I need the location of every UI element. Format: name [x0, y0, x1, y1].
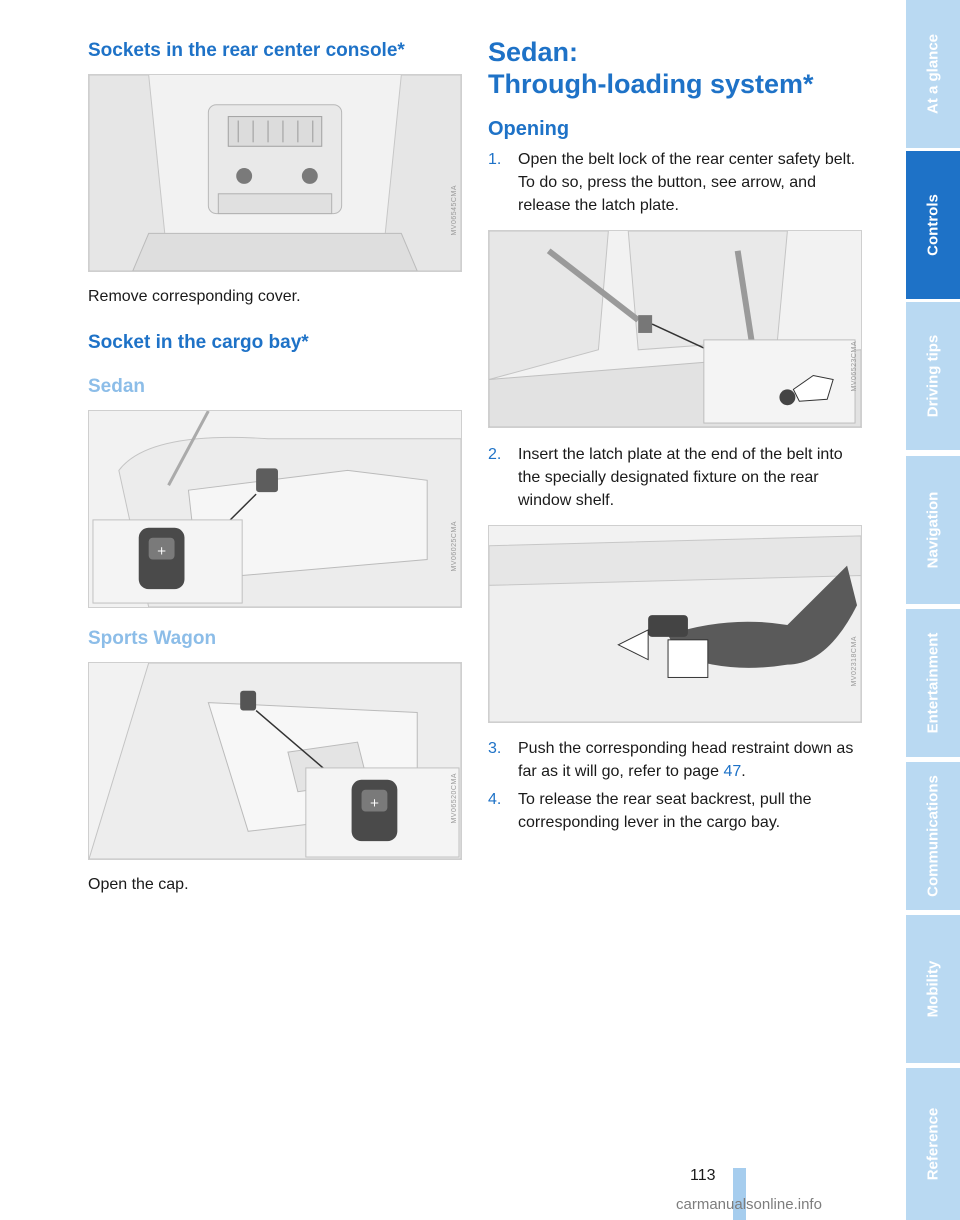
step-text-part: Push the corresponding head restraint down as far as it will go, refer to page: [518, 740, 854, 780]
tab-label: Communications: [924, 775, 942, 897]
page-number: 113: [690, 1167, 716, 1184]
step-text: Insert the latch plate at the end of the belt into the specially designated fixture on the rear window shelf.: [518, 446, 843, 509]
subheading-opening: Opening: [488, 118, 570, 140]
step-item: [488, 737, 868, 783]
svg-text:+: +: [156, 543, 167, 558]
tab-at-a-glance[interactable]: [906, 0, 960, 151]
tab-reference[interactable]: [906, 1068, 960, 1220]
tab-label: Driving tips: [924, 334, 942, 418]
step-number: 3.: [488, 740, 502, 757]
figure-code: MV02318CMA: [851, 636, 858, 687]
tab-navigation[interactable]: [906, 456, 960, 607]
tab-label: Controls: [924, 194, 942, 256]
tab-label: Reference: [924, 1107, 942, 1181]
step-text-part: .: [741, 763, 746, 780]
watermark: carmanualsonline.info: [676, 1196, 822, 1213]
heading-line-1: Sedan:: [488, 37, 579, 67]
page-reference-link[interactable]: 47: [723, 763, 742, 780]
tab-controls[interactable]: [906, 151, 960, 302]
subheading-sports-wagon: Sports Wagon: [88, 628, 217, 649]
tab-label: Navigation: [924, 491, 942, 569]
figure-code: MV06523CMA: [851, 341, 858, 392]
step-text: [518, 737, 868, 783]
step-number: 4.: [488, 791, 502, 808]
tab-entertainment[interactable]: [906, 609, 960, 760]
section-heading-cargo-socket: Socket in the cargo bay*: [88, 332, 309, 353]
tab-communications[interactable]: [906, 762, 960, 913]
figure-code: MV06520CMA: [451, 773, 458, 824]
belt-lock-illustration: [488, 230, 862, 428]
tab-label: Entertainment: [924, 632, 942, 734]
tab-label: Mobility: [924, 960, 942, 1018]
step-text: Open the belt lock of the rear center safety belt. To do so, press the button, see arrow, and release the latch plate.: [518, 151, 856, 214]
section-heading-rear-console-sockets: Sockets in the rear center console*: [88, 40, 405, 61]
step-item: [488, 148, 868, 217]
instruction-remove-cover: Remove corresponding cover.: [88, 288, 301, 305]
step-text: To release the rear seat backrest, pull the corresponding lever in the cargo bay.: [518, 791, 812, 831]
tab-driving-tips[interactable]: [906, 302, 960, 453]
step-item: [488, 788, 868, 834]
section-heading-through-loading: [488, 36, 814, 100]
step-number: 1.: [488, 151, 502, 168]
tab-label: At a glance: [924, 33, 942, 115]
step-item: [488, 443, 868, 512]
svg-text:+: +: [369, 795, 380, 810]
rear-window-shelf-illustration: [488, 525, 862, 723]
tab-mobility[interactable]: [906, 915, 960, 1066]
figure-code: MV06025CMA: [451, 521, 458, 572]
wagon-cargo-socket-illustration: [88, 662, 462, 860]
chapter-tabs: [906, 0, 960, 1220]
subheading-sedan: Sedan: [88, 376, 146, 397]
sedan-cargo-socket-illustration: [88, 410, 462, 608]
figure-code: MV06545CMA: [451, 185, 458, 236]
instruction-open-cap: Open the cap.: [88, 876, 189, 893]
rear-console-sockets-illustration: [88, 74, 462, 272]
step-number: 2.: [488, 446, 502, 463]
heading-line-2: Through-loading system*: [488, 69, 814, 99]
